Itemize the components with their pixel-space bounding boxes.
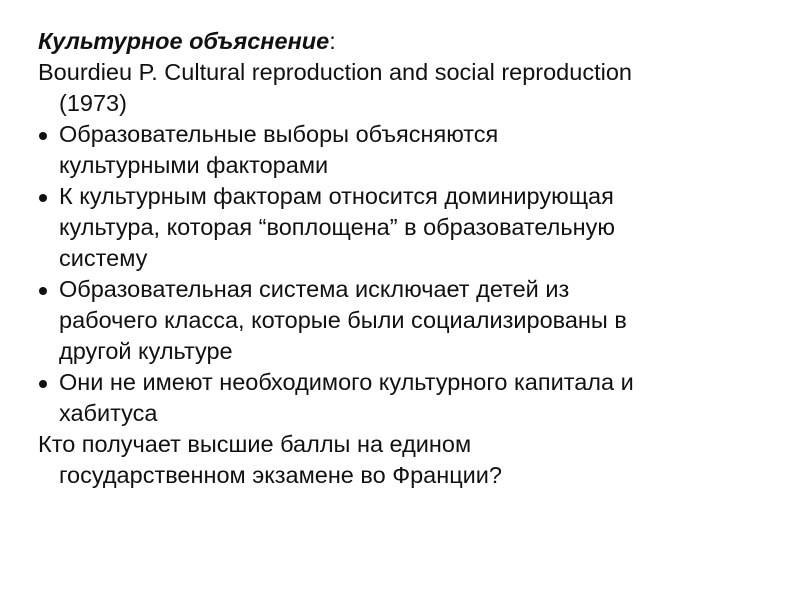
slide-heading bbox=[38, 26, 768, 57]
closing-question bbox=[38, 429, 768, 491]
bullet-1-line-1: Образовательные выборы объясняются bbox=[59, 121, 499, 147]
source-line-2: (1973) bbox=[59, 90, 127, 116]
source-citation bbox=[38, 57, 768, 119]
bullet-dot-icon bbox=[39, 194, 47, 202]
bullet-dot-icon bbox=[39, 380, 47, 388]
source-line-1: Bourdieu P. Cultural reproduction and social reproduction bbox=[38, 59, 632, 85]
heading-text: Культурное объяснение bbox=[38, 28, 330, 54]
bullet-item-4 bbox=[38, 367, 768, 429]
bullet-2-line-3: систему bbox=[59, 245, 148, 271]
bullet-1-line-2: культурными факторами bbox=[59, 152, 329, 178]
heading-colon: : bbox=[329, 28, 336, 54]
slide-content bbox=[38, 26, 768, 491]
bullet-3-line-3: другой культуре bbox=[59, 338, 233, 364]
bullet-dot-icon bbox=[39, 132, 47, 140]
bullet-2-line-2: культура, которая “воплощена” в образовательную bbox=[59, 214, 615, 240]
bullet-item-1 bbox=[38, 119, 768, 181]
bullet-item-2 bbox=[38, 181, 768, 274]
question-line-2: государственном экзамене во Франции? bbox=[59, 462, 502, 488]
bullet-2-line-1: К культурным факторам относится доминирующая bbox=[59, 183, 614, 209]
bullet-4-line-1: Они не имеют необходимого культурного капитала и bbox=[59, 369, 634, 395]
bullet-4-line-2: хабитуса bbox=[59, 400, 158, 426]
bullet-3-line-2: рабочего класса, которые были социализированы в bbox=[59, 307, 627, 333]
bullet-item-3 bbox=[38, 274, 768, 367]
question-line-1: Кто получает высшие баллы на едином bbox=[38, 431, 472, 457]
bullet-3-line-1: Образовательная система исключает детей из bbox=[59, 276, 570, 302]
bullet-dot-icon bbox=[39, 287, 47, 295]
